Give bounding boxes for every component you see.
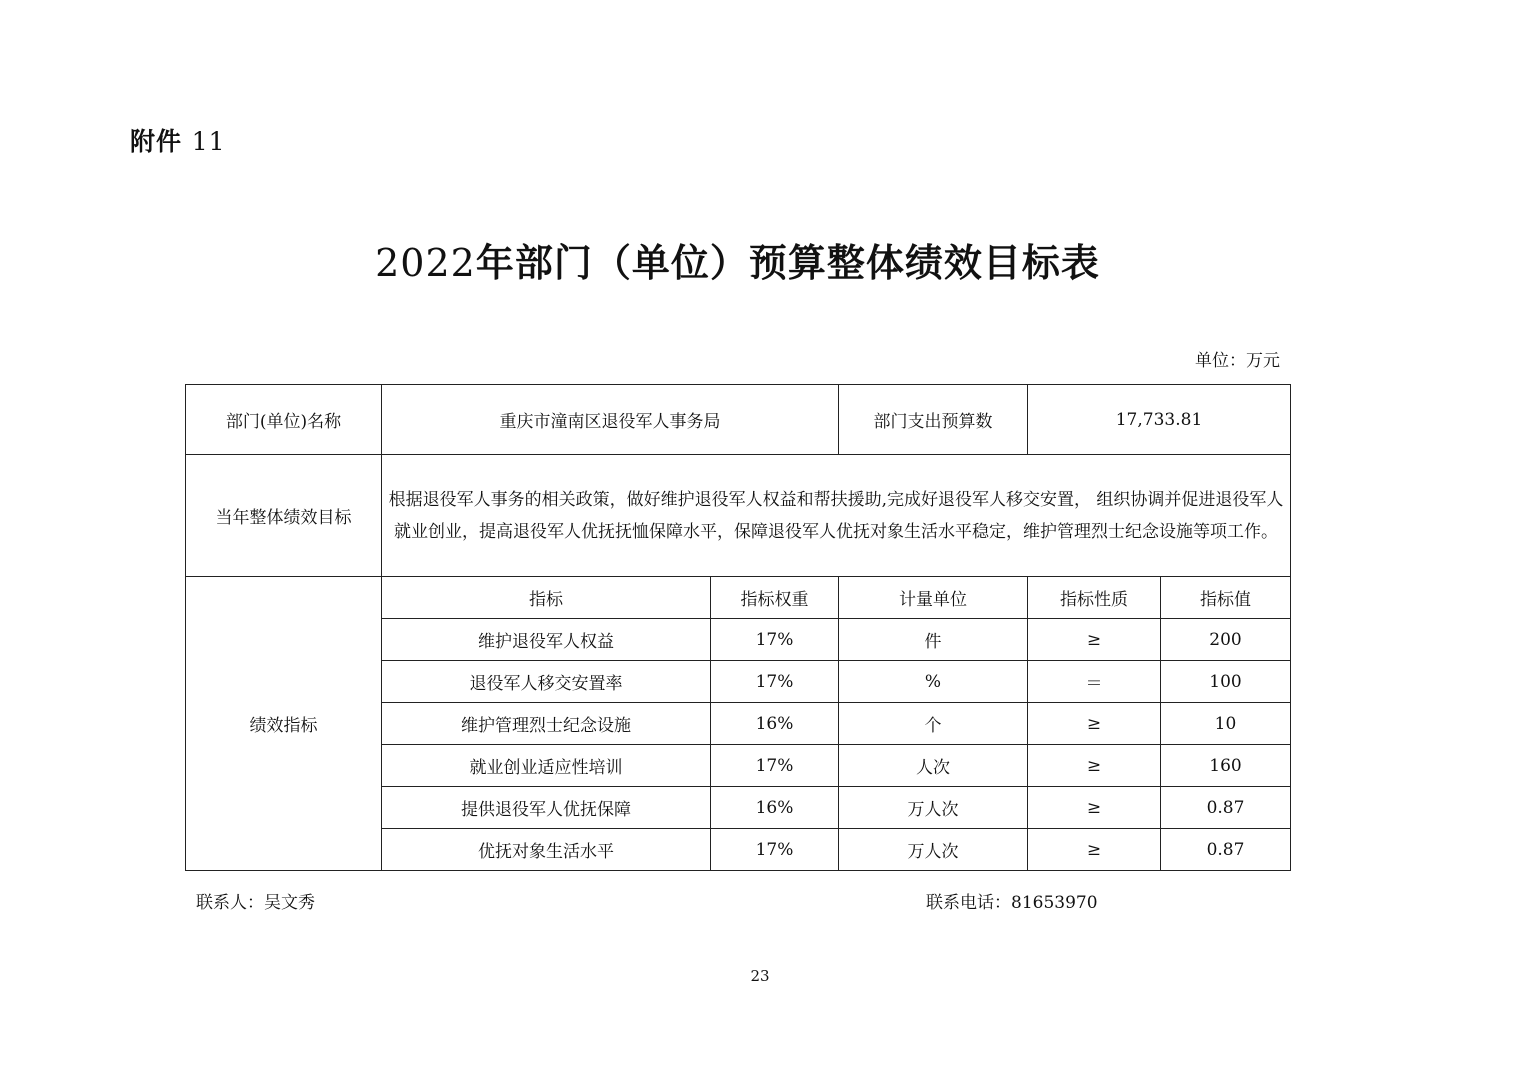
indicator-value: 200 xyxy=(1161,619,1291,661)
indicator-weight: 16% xyxy=(711,787,839,829)
indicator-nature: ≥ xyxy=(1028,619,1161,661)
goal-text: 根据退役军人事务的相关政策，做好维护退役军人权益和帮扶援助,完成好退役军人移交安置， 组织协调并促进退役军人就业创业，提高退役军人优抚抚恤保障水平，保障退役军人优抚对象生活水平稳定，维护管理烈士纪念设施等项工作。 xyxy=(382,455,1291,577)
page-title xyxy=(0,232,1475,287)
attachment-word: 附件 xyxy=(130,127,183,156)
dept-name-value: 重庆市潼南区退役军人事务局 xyxy=(382,385,839,455)
indicator-unit: 万人次 xyxy=(839,829,1028,871)
dept-name-label: 部门(单位)名称 xyxy=(186,385,382,455)
indicator-name: 维护退役军人权益 xyxy=(382,619,711,661)
indicator-nature: ＝ xyxy=(1028,661,1161,703)
goal-label: 当年整体绩效目标 xyxy=(186,455,382,577)
indicator-name: 提供退役军人优抚保障 xyxy=(382,787,711,829)
title-text: 年部门（单位）预算整体绩效目标表 xyxy=(475,240,1100,285)
indicator-unit: 人次 xyxy=(839,745,1028,787)
header-value: 指标值 xyxy=(1161,577,1291,619)
header-unit: 计量单位 xyxy=(839,577,1028,619)
indicator-nature: ≥ xyxy=(1028,787,1161,829)
attachment-number: 11 xyxy=(191,127,226,156)
unit-label: 单位：万元 xyxy=(1195,351,1280,371)
budget-value: 17,733.81 xyxy=(1028,385,1291,455)
attachment-label xyxy=(130,122,226,158)
indicator-value: 0.87 xyxy=(1161,829,1291,871)
indicator-value: 0.87 xyxy=(1161,787,1291,829)
indicator-header-row xyxy=(186,577,1291,619)
goal-row xyxy=(186,455,1291,577)
indicator-weight: 17% xyxy=(711,829,839,871)
header-weight: 指标权重 xyxy=(711,577,839,619)
indicator-weight: 17% xyxy=(711,619,839,661)
indicator-name: 就业创业适应性培训 xyxy=(382,745,711,787)
page-number: 23 xyxy=(750,967,770,985)
indicator-unit: 个 xyxy=(839,703,1028,745)
indicator-value: 100 xyxy=(1161,661,1291,703)
indicator-weight: 17% xyxy=(711,745,839,787)
indicator-value: 10 xyxy=(1161,703,1291,745)
title-year: 2022 xyxy=(375,241,476,285)
indicator-nature: ≥ xyxy=(1028,703,1161,745)
indicator-unit: 件 xyxy=(839,619,1028,661)
indicator-nature: ≥ xyxy=(1028,745,1161,787)
indicator-weight: 16% xyxy=(711,703,839,745)
indicator-value: 160 xyxy=(1161,745,1291,787)
header-indicator: 指标 xyxy=(382,577,711,619)
performance-table xyxy=(185,384,1291,871)
indicator-name: 退役军人移交安置率 xyxy=(382,661,711,703)
indicator-name: 维护管理烈士纪念设施 xyxy=(382,703,711,745)
indicator-unit: % xyxy=(839,661,1028,703)
contact-person: 联系人：吴文秀 xyxy=(196,893,315,913)
indicator-section-label: 绩效指标 xyxy=(186,577,382,871)
header-nature: 指标性质 xyxy=(1028,577,1161,619)
indicator-nature: ≥ xyxy=(1028,829,1161,871)
indicator-name: 优抚对象生活水平 xyxy=(382,829,711,871)
indicator-weight: 17% xyxy=(711,661,839,703)
contact-phone: 联系电话：81653970 xyxy=(926,893,1098,913)
budget-label: 部门支出预算数 xyxy=(839,385,1028,455)
dept-row xyxy=(186,385,1291,455)
indicator-unit: 万人次 xyxy=(839,787,1028,829)
